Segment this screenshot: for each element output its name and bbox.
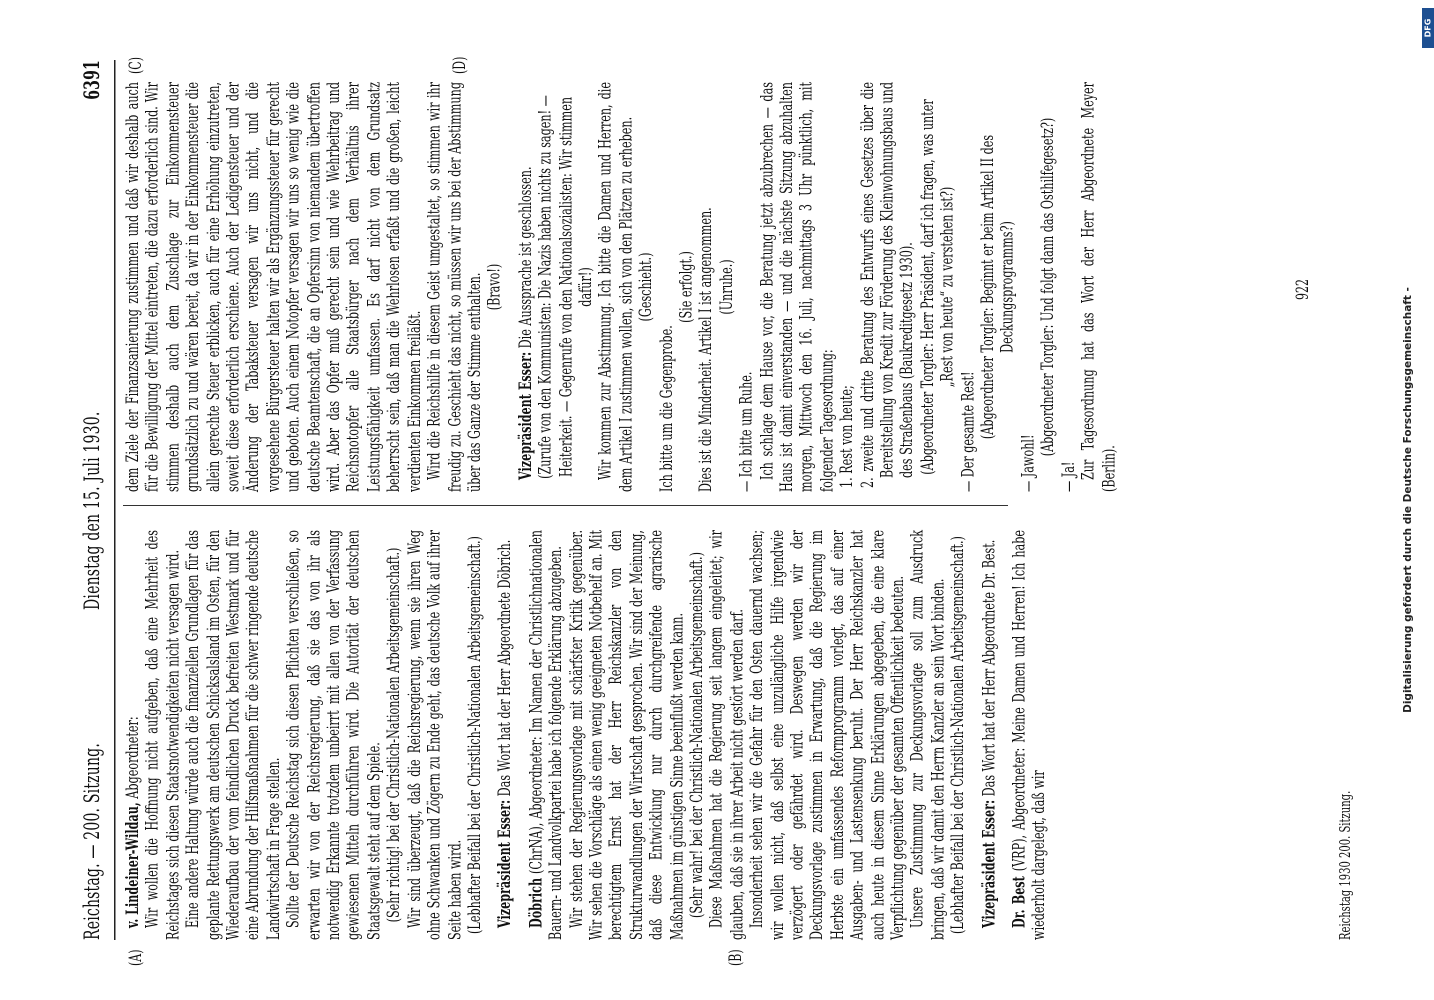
digitization-note-text: Digitalisierung gefördert durch die Deutsche Forschungsgemeinschaft - <box>1402 287 1414 713</box>
paragraph <box>979 530 999 940</box>
paragraph-text: Unsere Zustimmung zur Deckungsvorlage soll zum Ausdruck bringen, daß wir damit den Herrn Kanzler an sein Wort binden. <box>908 530 948 940</box>
dfg-logo <box>1422 8 1434 48</box>
paragraph-text: Dies ist die Minderheit. Artikel I ist angenommen. <box>696 207 717 492</box>
paragraph-text: (VRP), Abgeordneter: Meine Damen und Herren! Ich habe wiederholt dargelegt, daß wir <box>1009 530 1050 940</box>
agenda-item <box>857 82 917 492</box>
paragraph-text: Sollte der Deutsche Reichstag sich diesen Pflichten verschließen, so erwarten wir von der Reichsregierung, daß sie das von ihr als notwendig Erkannte trotzdem unbeirrt mit allen von der Verfassung gewiesenen Mitteln durchführen wird. Die Autorität der deutschen Staatsgewalt steht auf dem Spiele. <box>283 530 384 940</box>
speaker-name: Dr. Best <box>1008 876 1030 928</box>
paragraph-text: (Zurufe von den Kommunisten: Die Nazis haben nichts zu sagen! — Heiterkeit. — Gegenrufe von den Nationalsozialisten: Wir stimmen dafür!) <box>535 95 596 479</box>
paragraph-text: (Lebhafter Beifall bei der Christlich-Nationalen Arbeitsgemeinschaft.) <box>464 536 485 934</box>
margin-marker-c: (C) <box>126 57 146 74</box>
column-divider <box>123 505 1008 506</box>
paragraph-text: Das Wort hat der Herr Abgeordnete Döbrich. <box>495 539 515 800</box>
paragraph <box>405 530 465 940</box>
paragraph-text: Wird die Reichshilfe in diesem Geist umgestaltet, so stimmen wir ihr freudig zu. Geschieht das nicht, so müssen wir uns bei der Abstimmung über das Ganze der Stimme enthalten. <box>424 82 485 492</box>
interjection <box>384 530 404 940</box>
paragraph-text: Abgeordneter: <box>123 716 143 803</box>
interjection <box>918 82 958 492</box>
paragraph <box>566 530 687 940</box>
paragraph-text: (ChrNA), Abgeordneter: Im Namen der Christlichnationalen Bauern- und Landvolkpartei habe ich folgende Erklärung abzugeben. <box>526 530 566 940</box>
paragraph-text: (Abgeordneter Torgler: Herr Präsident, darf ich fragen, was unter „Rest von heute“ zu verstehen ist?) <box>917 99 958 475</box>
rotated-document <box>81 56 1434 966</box>
paragraph <box>1010 530 1050 940</box>
interjection <box>676 82 696 492</box>
interjection <box>687 530 707 940</box>
page-number-bottom: 922 <box>1293 279 1313 300</box>
paragraph <box>123 82 425 492</box>
margin-marker-d: (D) <box>450 56 470 74</box>
interjection <box>465 530 485 940</box>
margin-marker-b: (B) <box>726 949 746 966</box>
interjection <box>536 82 596 492</box>
header-rule <box>114 60 116 940</box>
left-column <box>123 530 1050 940</box>
dfg-logo-text: DFG <box>1423 18 1433 38</box>
paragraph <box>757 82 837 492</box>
paragraph <box>656 82 676 492</box>
paragraph-text: Ich schlage dem Hause vor, die Beratung jetzt abzubrechen — das Haus ist damit einverstanden — und die nächste Sitzung abzuhalten morgen, Mittwoch den 16. Juli, nachmittags 3 Uhr pünktlich, mit folgender Tagesordnung: <box>756 82 837 492</box>
margin-marker-a: (A) <box>126 949 146 966</box>
header-page-number: 6391 <box>81 60 105 100</box>
paragraph-text: 2. zweite und dritte Beratung des Entwurfs eines Gesetzes über die Bereitstellung von Kredit zur Förderung des Kleinwohnungsbaus und des Straßenbaus (Baukreditgesetz 1930). <box>857 82 918 488</box>
interjection <box>636 82 656 492</box>
page-header <box>81 60 111 940</box>
paragraph-text: (Abgeordneter Torgler: Und folgt dann das Osthilfegesetz?) <box>1038 117 1058 457</box>
paragraph <box>1018 82 1038 492</box>
paragraph-text: 1. Rest von heute; <box>837 385 857 488</box>
paragraph <box>737 82 757 492</box>
speaker-name: Döbrich <box>524 877 546 928</box>
paragraph-text: Wir sind überzeugt, daß die Reichsregierung, wenn sie ihren Weg ohne Schwanken und Zögern zu Ende geht, das deutsche Volk auf ihrer Seite haben wird. <box>404 530 465 940</box>
paragraph <box>697 82 717 492</box>
paragraph <box>526 530 566 940</box>
paragraph-text: (Sehr wahr! bei der Christlich-Nationalen Arbeitsgemeinschaft.) <box>686 552 707 918</box>
paragraph <box>958 82 978 492</box>
paragraph-text: Insonderheit sehen wir die Gefahr für den Osten dauernd wachsen; wir wollen nicht, daß selbst eine unzulängliche Hilfe irgendwie verzögert oder gefährdet wird. Deswegen werden wir der Deckungsvorlage zustimmen in Erwartung, daß die Regierung im Herbste ein umfassendes Reformprogramm vorlegt, das auf einer Ausgaben- und Lastensenkung beruht. Der Herr Reichskanzler hat auch heute in diesem Sinne Erklärungen abgegeben, die eine klare Verpflichtung gegenüber der gesamten Öffentlichkeit bedeuten. <box>747 530 908 940</box>
interjection <box>1038 82 1058 492</box>
paragraph-text: dem Ziele der Finanzsanierung zustimmen und daß wir deshalb auch für die Bewilligung der Mittel eintreten, die dazu erforderlich sind. Wir stimmen deshalb auch dem Zuschlage zur Einkommensteuer grundsätzlich zu und wären bereit, da wir in der Einkommensteuer die allein gerechte Steuer erblicken, auch für eine Erhöhung einzutreten, soweit diese erforderlich erschiene. Auch der Ledigensteuer und der Änderung der Tabaksteuer versagen wir uns nicht, und die vorgesehene Bürgersteuer halten wir als Ergänzungssteuer für gerecht und geboten. Auch einem Notopfer versagen wir uns so wenig wie die deutsche Beamtenschaft, die an Opfersinn von niemandem übertroffen wird. Aber das Opfer muß gerecht sein und wie Wehrbeitrag und Reichsnotopfer alle Staatsbürger nach dem Verhältnis ihrer Leistungsfähigkeit umfassen. Es darf nicht von dem Grundsatz beherrscht sein, daß man die Wehrlosen erfaßt und die großen, leicht verdienten Einkommen freiläßt. <box>123 82 425 492</box>
paragraph-text: — Der gesamte Rest! <box>957 371 978 492</box>
paragraph-text: (Abgeordneter Torgler: Beginnt er beim Artikel II des Deckungsprogramms?) <box>978 134 1018 440</box>
header-session: Reichstag. — 200. Sitzung. <box>81 743 105 940</box>
paragraph-text: (Sie erfolgt.) <box>676 251 696 323</box>
paragraph-text: (Sehr richtig! bei der Christlich-Nationalen Arbeitsgemeinschaft.) <box>384 547 404 923</box>
paragraph <box>516 82 536 492</box>
paragraph-text: — Jawohl! <box>1018 434 1038 492</box>
speaker-name: Vizepräsident Esser: <box>514 351 536 480</box>
paragraph-text: Das Wort hat der Herr Abgeordnete Dr. Best. <box>978 539 999 800</box>
paragraph <box>707 530 747 940</box>
paragraph-text: (Bravo!) <box>484 263 505 311</box>
paragraph-text: — Ja! <box>1058 461 1079 492</box>
paragraph-text: (Geschieht.) <box>636 252 656 322</box>
paragraph-text: Eine andere Haltung würde auch die finanziellen Grundlagen für das geplante Rettungswerk am deutschen Schicksalsland im Osten, für den Wiederaufbau der vom feindlichen Druck befreiten Westmark und für eine Abrundung der Hilfsmaßnahmen für die schwer ringende deutsche Landwirtschaft in Frage stellen. <box>183 530 284 940</box>
paragraph <box>1079 82 1119 492</box>
paragraph <box>425 82 485 492</box>
right-column <box>123 82 1119 492</box>
paragraph <box>1059 82 1079 492</box>
paragraph <box>183 530 284 940</box>
paragraph-text: Wir wollen die Hoffnung nicht aufgeben, daß eine Mehrheit des Reichstages sich diesen Staatsnotwendigkeiten nicht versagen wird. <box>143 530 183 940</box>
interjection <box>717 82 737 492</box>
interjection <box>978 82 1018 492</box>
page-footer: Reichstag 1930 200. Sitzung. <box>1338 790 1355 940</box>
paragraph <box>908 530 948 940</box>
paragraph-text: Ich bitte um die Gegenprobe. <box>656 325 676 492</box>
paragraph-text: Zur Tagesordnung hat das Wort der Herr Abgeordnete Meyer (Berlin). <box>1078 82 1119 492</box>
paragraph <box>596 82 636 492</box>
paragraph <box>747 530 908 940</box>
speaker-name: Vizepräsident Esser: <box>493 799 515 928</box>
paragraph-text: Diese Maßnahmen hat die Regierung seit langem eingeleitet; wir glauben, daß sie in ihrer Arbeit nicht gestört werden darf. <box>707 530 747 940</box>
paragraph <box>495 530 515 940</box>
paragraph <box>123 530 143 940</box>
paragraph-text: Wir kommen zur Abstimmung. Ich bitte die Damen und Herren, die dem Artikel I zustimmen wollen, sich von den Plätzen zu erheben. <box>596 82 636 492</box>
paragraph-text: Die Aussprache ist geschlossen. <box>515 166 536 352</box>
header-date: Dienstag den 15. Juli 1930. <box>81 411 105 610</box>
agenda-item <box>837 82 857 492</box>
speaker-name: Vizepräsident Esser: <box>977 799 999 928</box>
speaker-name: v. Lindeiner-Wildau, <box>121 802 143 928</box>
interjection <box>948 530 968 940</box>
paragraph-text: (Unruhe.) <box>716 259 737 315</box>
paragraph-text: (Lebhafter Beifall bei der Christlich-Nationalen Arbeitsgemeinschaft.) <box>948 536 968 934</box>
paragraph <box>143 530 183 940</box>
interjection <box>485 82 505 492</box>
paragraph-text: — Ich bitte um Ruhe. <box>736 371 757 492</box>
paragraph <box>284 530 385 940</box>
paragraph-text: Wir stehen der Regierungsvorlage mit schärfster Kritik gegenüber. Wir sehen die Vorschläge als einen wenig geeigneten Notbehelf an. Mit berechtigtem Ernst hat der Herr Reichskanzler von den Strukturwandlungen der Wirtschaft gesprochen. Wir sind der Meinung, daß diese Entwicklung nur durch durchgreifende agrarische Maßnahmen im günstigen Sinne beeinflußt werden kann. <box>566 530 687 940</box>
